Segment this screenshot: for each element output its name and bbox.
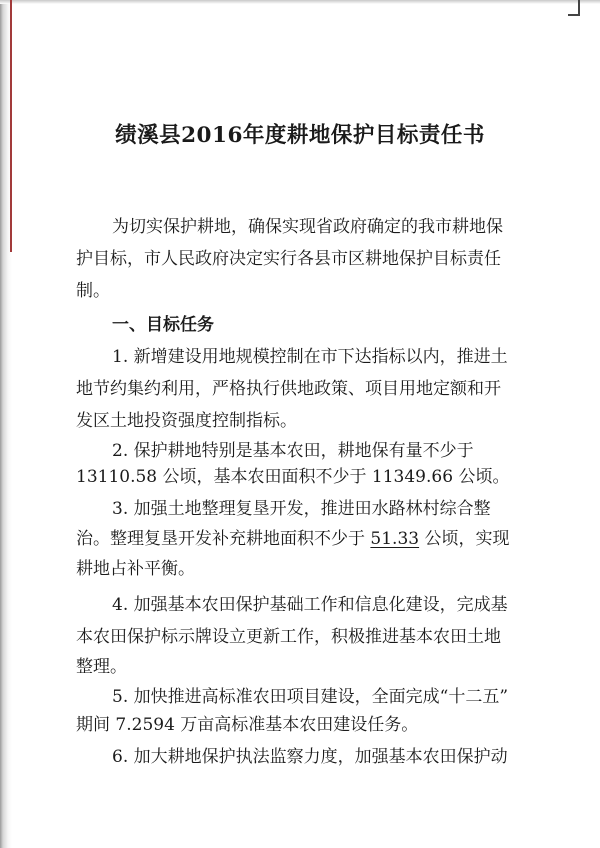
corner-mark <box>568 0 580 16</box>
item-3-line-3: 耕地占补平衡。 <box>76 559 195 579</box>
item-1-line-3: 发区土地投资强度控制指标。 <box>76 411 297 431</box>
section-heading: 一、目标任务 <box>112 315 214 335</box>
added-farmland-value: 51.33 <box>370 529 420 549</box>
intro-line-1: 为切实保护耕地，确保实现省政府确定的我市耕地保 <box>112 217 503 237</box>
item-1-line-2: 地节约集约利用，严格执行供地政策、项目用地定额和开 <box>76 379 501 399</box>
item-4-line-2: 本农田保护标示牌设立更新工作，积极推进基本农田土地 <box>76 627 501 647</box>
intro-line-2: 护目标，市人民政府决定实行各县市区耕地保护目标责任 <box>76 249 501 269</box>
item-2-line-1: 2. 保护耕地特别是基本农田，耕地保有量不少于 <box>112 441 474 461</box>
item-3-line-2-before: 治。整理复垦开发补充耕地面积不少于 <box>76 529 365 549</box>
item-3-line-2 <box>76 524 509 549</box>
item-6-line-1: 6. 加大耕地保护执法监察力度，加强基本农田保护动 <box>112 747 508 767</box>
item-5-line-2: 期间 7.2594 万亩高标准基本农田建设任务。 <box>76 715 419 735</box>
item-5-line-1: 5. 加快推进高标准农田项目建设，全面完成“十二五” <box>112 687 509 707</box>
page-top-edge <box>0 0 600 4</box>
document-title: 绩溪县2016年度耕地保护目标责任书 <box>115 123 485 148</box>
item-4-line-1: 4. 加强基本农田保护基础工作和信息化建设，完成基 <box>112 595 508 615</box>
item-3-line-2-after: 公顷，实现 <box>424 529 510 549</box>
item-4-line-3: 整理。 <box>76 657 127 677</box>
intro-line-3: 制。 <box>76 281 110 301</box>
item-2-line-2: 13110.58 公顷，基本农田面积不少于 11349.66 公顷。 <box>76 467 510 487</box>
item-1-line-1: 1. 新增建设用地规模控制在市下达指标以内，推进土 <box>112 347 508 367</box>
item-3-line-1: 3. 加强土地整理复垦开发，推进田水路林村综合整 <box>112 499 491 519</box>
